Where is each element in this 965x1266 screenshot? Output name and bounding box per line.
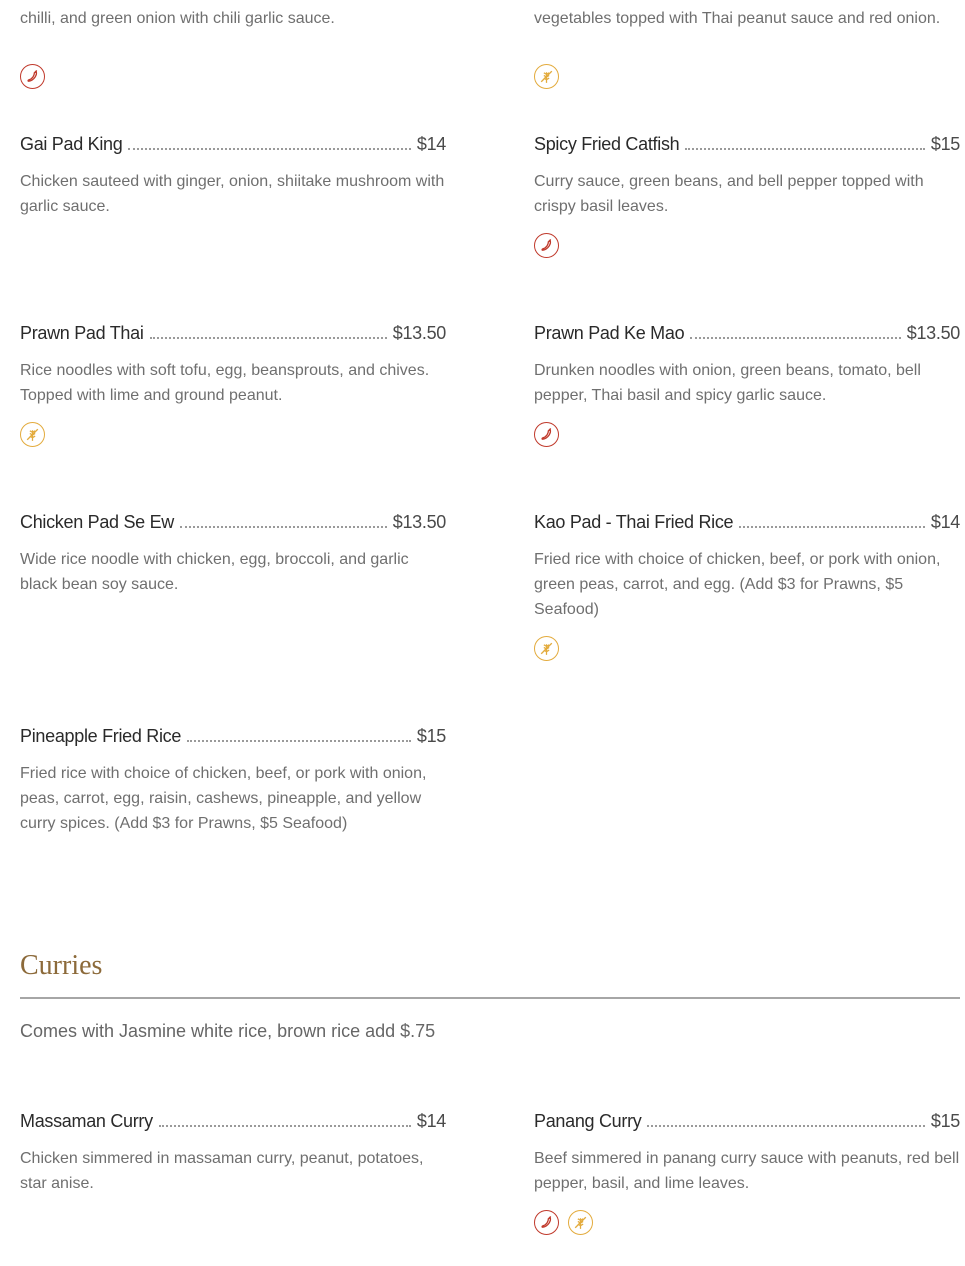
menu-item — [534, 510, 960, 661]
item-name: Prawn Pad Ke Mao — [534, 323, 685, 343]
item-description: Wide rice noodle with chicken, egg, broccoli, and garlic black bean soy sauce. — [20, 551, 409, 593]
item-price: $15 — [930, 134, 960, 154]
chili-pepper-icon — [534, 233, 559, 258]
item-price: $15 — [930, 1111, 960, 1131]
gluten-free-icon — [568, 1210, 593, 1235]
item-description: Beef simmered in panang curry sauce with peanuts, red bell pepper, basil, and lime leaves. — [534, 1150, 960, 1192]
section-divider — [20, 997, 960, 999]
dot-leader — [647, 1124, 924, 1127]
dietary-icons — [534, 64, 559, 89]
item-price: $15 — [416, 726, 446, 746]
item-name: Kao Pad - Thai Fried Rice — [534, 512, 734, 532]
item-description: Drunken noodles with onion, green beans, tomato, bell pepper, Thai basil and spicy garlic sauce. — [534, 362, 921, 404]
item-name: Gai Pad King — [20, 134, 123, 154]
item-description: Chicken simmered in massaman curry, peanut, potatoes, star anise. — [20, 1150, 424, 1192]
item-price: $14 — [930, 512, 960, 532]
menu-item — [534, 132, 960, 258]
item-description: Fried rice with choice of chicken, beef, or pork with onion, peas, carrot, egg, raisin, cashews, pineapple, and yellow curry spices. (Add $3 for Prawns, $5 Seafood) — [20, 765, 427, 832]
section-note: Comes with Jasmine white rice, brown rice add $.75 — [20, 1021, 436, 1041]
item-description: Chicken sauteed with ginger, onion, shiitake mushroom with garlic sauce. — [20, 173, 445, 215]
item-name: Chicken Pad Se Ew — [20, 512, 174, 532]
item-description: vegetables topped with Thai peanut sauce and red onion. — [534, 10, 941, 27]
item-price: $14 — [416, 1111, 446, 1131]
item-description: Curry sauce, green beans, and bell pepper topped with crispy basil leaves. — [534, 173, 924, 215]
item-name: Spicy Fried Catfish — [534, 134, 680, 154]
menu-item — [20, 724, 446, 836]
dot-leader — [685, 147, 925, 150]
chili-pepper-icon — [534, 422, 559, 447]
menu-item — [20, 1109, 446, 1196]
menu-item — [534, 1109, 960, 1235]
menu-item — [20, 510, 446, 597]
dot-leader — [690, 336, 900, 339]
dietary-icons — [534, 233, 960, 258]
dietary-icons — [534, 422, 960, 447]
dietary-icons — [534, 636, 960, 661]
item-price: $13.50 — [392, 323, 446, 343]
dietary-icons — [20, 64, 45, 89]
gluten-free-icon — [20, 422, 45, 447]
item-description: chilli, and green onion with chili garlic sauce. — [20, 10, 335, 27]
dietary-icons — [20, 422, 446, 447]
item-name: Panang Curry — [534, 1111, 642, 1131]
menu-item — [20, 321, 446, 447]
chili-pepper-icon — [534, 1210, 559, 1235]
dietary-icons — [534, 1210, 960, 1235]
dot-leader — [180, 525, 387, 528]
menu-item — [20, 132, 446, 219]
dot-leader — [150, 336, 387, 339]
item-price: $13.50 — [906, 323, 960, 343]
dot-leader — [128, 147, 410, 150]
item-description: Fried rice with choice of chicken, beef, or pork with onion, green peas, carrot, and egg. (Add $3 for Prawns, $5 Seafood) — [534, 551, 941, 618]
chili-pepper-icon — [20, 64, 45, 89]
item-name: Prawn Pad Thai — [20, 323, 144, 343]
dot-leader — [159, 1124, 411, 1127]
item-name: Massaman Curry — [20, 1111, 153, 1131]
item-description: Rice noodles with soft tofu, egg, beansprouts, and chives. Topped with lime and ground peanut. — [20, 362, 430, 404]
item-price: $13.50 — [392, 512, 446, 532]
gluten-free-icon — [534, 636, 559, 661]
menu-item — [534, 321, 960, 447]
item-price: $14 — [416, 134, 446, 154]
dot-leader — [187, 739, 411, 742]
dot-leader — [739, 525, 925, 528]
gluten-free-icon — [534, 64, 559, 89]
section-title: Curries — [20, 950, 103, 981]
item-name: Pineapple Fried Rice — [20, 726, 182, 746]
